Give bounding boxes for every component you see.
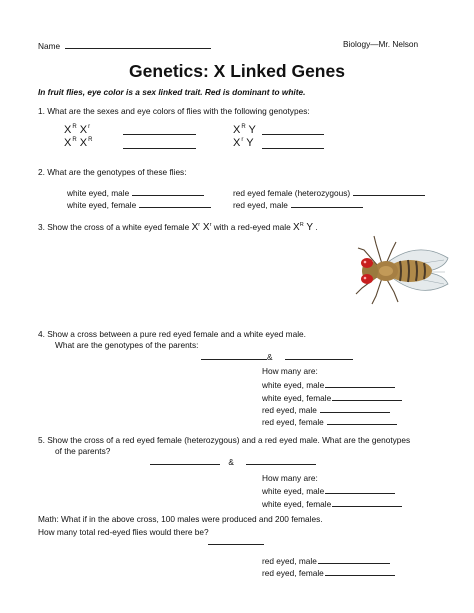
q4-count-blank-4[interactable] xyxy=(327,416,397,425)
q4-count-2: white eyed, female xyxy=(262,392,402,404)
q3-prompt: 3. Show the cross of a white eyed female $X^r$ $X^r$ with a red-eyed male $X^R$ Y . xyxy=(38,222,318,233)
name-blank[interactable] xyxy=(65,40,211,49)
q2-blank-b[interactable] xyxy=(353,187,425,196)
q1-answer-blank-4[interactable] xyxy=(262,148,324,149)
q4-count-3: red eyed, male xyxy=(262,404,390,416)
q4-line-1: 4. Show a cross between a pure red eyed female and a white eyed male. xyxy=(38,329,306,339)
q2-item-a: white eyed, male xyxy=(67,187,204,199)
q4-count-blank-2[interactable] xyxy=(332,392,402,401)
math-count-blank-2[interactable] xyxy=(325,567,395,576)
q4-line-2: What are the genotypes of the parents: xyxy=(55,340,199,350)
q4-count-1: white eyed, male xyxy=(262,379,395,391)
q4-parent-blank-1[interactable] xyxy=(201,351,267,360)
q5-line-2: of the parents? xyxy=(55,446,111,456)
math-count-1: red eyed, male xyxy=(262,555,390,567)
q1-genotype-3: $X^R$ $X^R$ xyxy=(64,137,93,149)
q1-genotype-2: $X^R$ Y xyxy=(233,124,256,136)
q5-line-1: 5. Show the cross of a red eyed female (heterozygous) and a red eyed male. What are the genotypes xyxy=(38,435,411,445)
q5-parent-blank-1[interactable] xyxy=(150,456,220,465)
q1-genotype-1: $X^R$ $X^r$ xyxy=(64,124,91,136)
q4-parents-answer: & xyxy=(201,351,353,363)
q2-item-d: red eyed, male xyxy=(233,199,363,211)
q4-how-many: How many are: xyxy=(262,366,318,376)
q4-count-4: red eyed, female xyxy=(262,416,397,428)
name-field[interactable] xyxy=(38,40,211,52)
q4-parent-blank-2[interactable] xyxy=(285,351,353,360)
math-line-2: How many total red-eyed flies would there be? xyxy=(38,527,209,537)
q4-count-blank-1[interactable] xyxy=(325,379,395,388)
q1-answer-blank-2[interactable] xyxy=(262,134,324,135)
q5-count-blank-1[interactable] xyxy=(325,485,395,494)
math-total-blank[interactable] xyxy=(208,544,264,545)
q2-prompt: 2. What are the genotypes of these flies: xyxy=(38,167,187,177)
q2-blank-a[interactable] xyxy=(132,187,204,196)
q1-answer-blank-1[interactable] xyxy=(123,134,196,135)
page-title: Genetics: X Linked Genes xyxy=(129,61,345,81)
math-count-blank-1[interactable] xyxy=(318,555,390,564)
q2-item-c: white eyed, female xyxy=(67,199,211,211)
q1-genotype-4: $X^r$ Y xyxy=(233,137,254,149)
q5-count-1: white eyed, male xyxy=(262,485,395,497)
q5-count-blank-2[interactable] xyxy=(332,498,402,507)
course-label: Biology—Mr. Nelson xyxy=(343,39,419,49)
q5-how-many: How many are: xyxy=(262,473,318,483)
intro-text: In fruit flies, eye color is a sex linked trait. Red is dominant to white. xyxy=(38,87,306,97)
q5-count-2: white eyed, female xyxy=(262,498,402,510)
math-count-2: red eyed, female xyxy=(262,567,395,579)
q2-item-b: red eyed female (heterozygous) xyxy=(233,187,425,199)
q4-count-blank-3[interactable] xyxy=(320,404,390,413)
q1-answer-blank-3[interactable] xyxy=(123,148,196,149)
name-label: Name xyxy=(38,41,61,51)
q5-parent-blank-2[interactable] xyxy=(246,456,316,465)
fruit-fly-illustration xyxy=(348,228,450,310)
q2-blank-d[interactable] xyxy=(291,199,363,208)
q5-parents-answer: & xyxy=(150,456,316,468)
math-line-1: Math: What if in the above cross, 100 males were produced and 200 females. xyxy=(38,514,323,524)
q1-prompt: 1. What are the sexes and eye colors of flies with the following genotypes: xyxy=(38,106,310,116)
q2-blank-c[interactable] xyxy=(139,199,211,208)
